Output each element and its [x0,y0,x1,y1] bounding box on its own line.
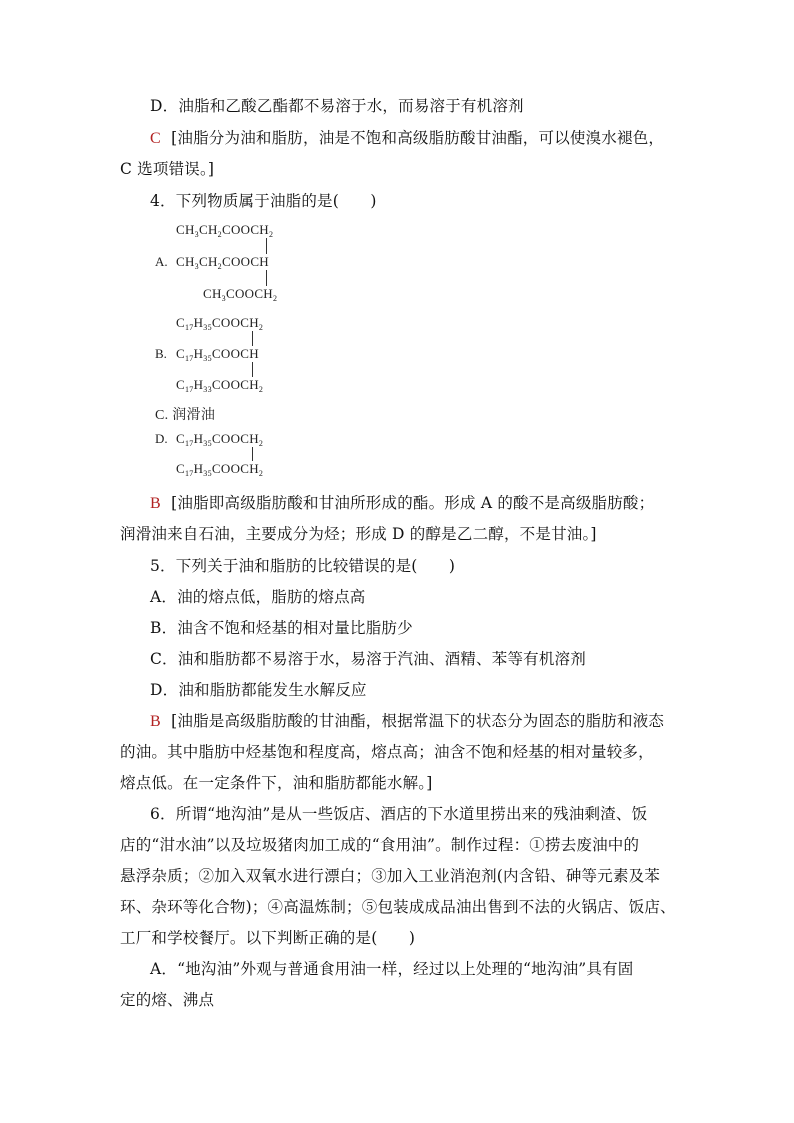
q5-option-a: A．油的熔点低，脂肪的熔点高 [150,588,366,606]
q4-answer: B [150,495,161,512]
q5-explanation-2: 的油。其中脂肪中烃基饱和程度高，熔点高；油含不饱和烃基的相对量较多， [120,743,654,761]
q3-answer: C [150,130,161,147]
q5-option-c: C．油和脂肪都不易溶于水，易溶于汽油、酒精、苯等有机溶剂 [150,650,586,668]
q5-answer: B [150,713,161,730]
q4-explanation-2: 润滑油来自石油，主要成分为烃；形成 D 的醇是乙二醇，不是甘油。] [120,525,597,543]
q4-d-bond-1 [252,447,253,461]
q6-option-a-2: 定的熔、沸点 [120,991,215,1009]
q4-a-bond-2 [266,270,267,286]
q3-answer-line [150,128,664,149]
q3-option-d: D．油脂和乙酸乙酯都不易溶于水，而易溶于有机溶剂 [150,97,524,115]
q4-a-row-2: $CH_3CH_2COOCH$ [176,254,269,271]
q5-explanation-1: [油脂是高级脂肪酸的甘油酯，根据常温下的状态分为固态的脂肪和液态 [171,712,665,730]
q6-line-1: 6．所谓“地沟油”是从一些饭店、酒店的下水道里捞出来的残油剩渣、饭 [150,805,648,823]
q4-b-bond-1 [252,331,253,346]
q5-answer-line [150,711,664,732]
q4-b-bond-2 [252,362,253,377]
q4-stem: 4．下列物质属于油脂的是( ) [150,192,377,210]
q4-d-row-1: $C_{17}H_{35}COOCH_2$ [176,431,264,448]
q4-a-row-1: $CH_3CH_2COOCH_2$ [176,222,274,239]
q5-option-d: D．油和脂肪都能发生水解反应 [150,681,367,699]
q5-stem: 5．下列关于油和脂肪的比较错误的是( ) [150,557,456,575]
q6-line-5: 工厂和学校餐厅。以下判断正确的是( ) [120,929,416,947]
q4-a-label: A. [155,254,168,269]
q6-line-4: 环、杂环等化合物)；④高温炼制；⑤包装成成品油出售到不法的火锅店、饭店、 [120,898,676,916]
q5-explanation-3: 熔点低。在一定条件下，油和脂肪都能水解。] [120,774,433,792]
q4-b-row-2: $C_{17}H_{35}COOCH$ [176,346,259,363]
q6-option-a-1: A．“地沟油”外观与普通食用油一样，经过以上处理的“地沟油”具有固 [150,960,634,978]
q4-b-row-3: $C_{17}H_{33}COOCH_2$ [176,377,264,394]
q4-b-label: B. [155,346,167,361]
q3-explanation-2: C 选项错误。] [120,160,215,178]
q4-explanation-1: [油脂即高级脂肪酸和甘油所形成的酯。形成 A 的酸不是高级脂肪酸； [171,494,655,512]
q4-a-row-3: $CH_3COOCH_2$ [203,286,278,303]
q3-explanation-1: [油脂分为油和脂肪，油是不饱和高级脂肪酸甘油酯，可以使溴水褪色， [171,129,665,147]
q6-line-2: 店的“泔水油”以及垃圾猪肉加工成的“食用油”。制作过程：①捞去废油中的 [120,836,640,854]
q4-answer-line [150,493,654,514]
q4-d-row-2: $C_{17}H_{35}COOCH_2$ [176,461,264,478]
q4-option-c: C. 润滑油 [155,408,216,423]
q6-line-3: 悬浮杂质；②加入双氧水进行漂白；③加入工业消泡剂(内含铅、砷等元素及苯 [120,867,661,885]
q4-b-row-1: $C_{17}H_{35}COOCH_2$ [176,315,264,332]
q5-option-b: B．油含不饱和烃基的相对量比脂肪少 [150,619,413,637]
q4-a-bond-1 [266,238,267,254]
q4-d-label: D. [155,431,168,446]
